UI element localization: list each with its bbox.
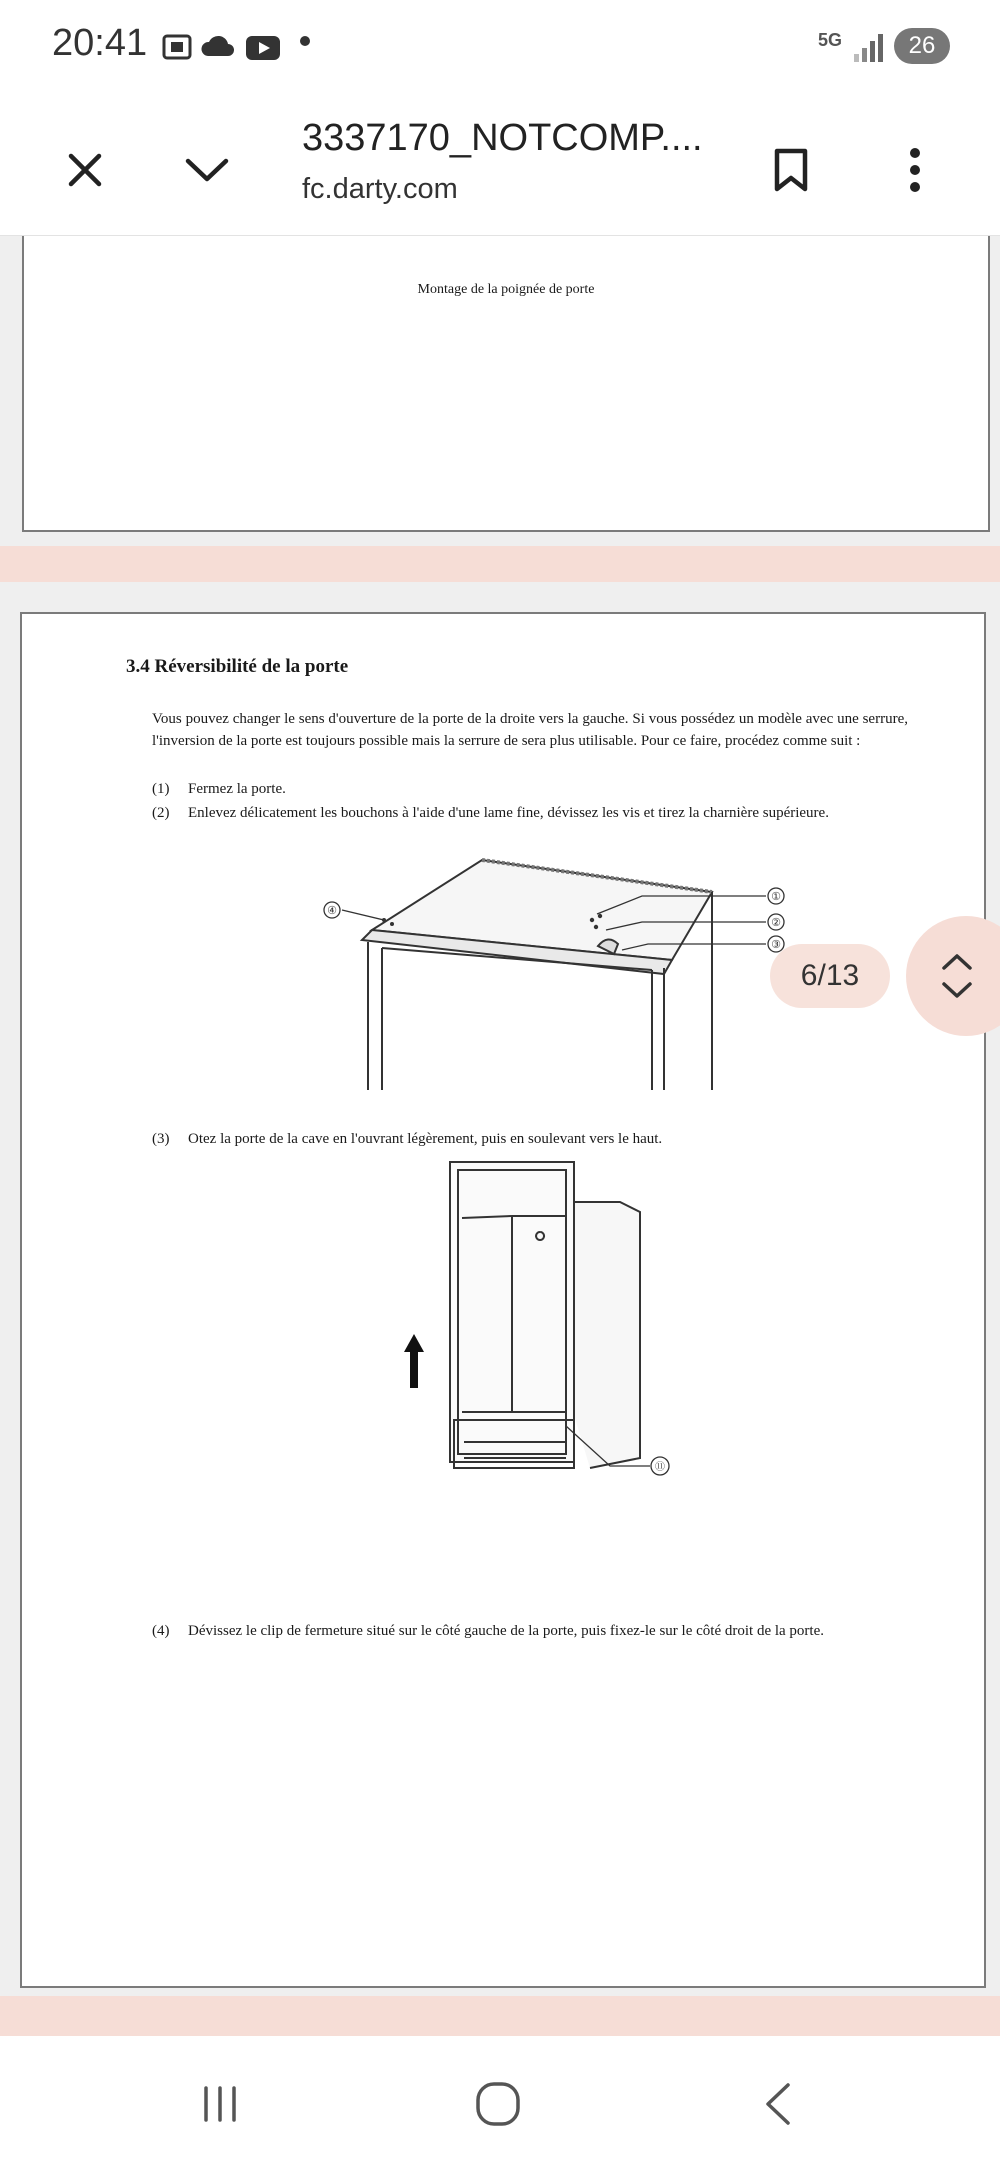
status-time: 20:41	[52, 22, 148, 64]
browser-toolbar	[0, 95, 1000, 236]
step-text: Dévissez le clip de fermeture situé sur le côté gauche de la porte, puis fixez-le sur le côté droit de la porte.	[188, 1623, 824, 1639]
status-bar	[0, 0, 1000, 95]
figure-top-hinge	[292, 850, 812, 1100]
bookmark-icon	[771, 147, 811, 193]
figure-label: ②	[771, 917, 781, 929]
figure-door-removal	[390, 1158, 730, 1508]
intro-paragraph: Vous pouvez changer le sens d'ouverture de la porte de la droite vers la gauche. Si vous possédez un modèle avec une serrure, l'inversion de la porte est toujours possible mais la serrure de sera plus utilisable. Pour ce faire, procédez comme suit :	[152, 711, 908, 749]
step-number: (3)	[152, 1131, 170, 1147]
bookmark-button[interactable]	[756, 135, 826, 205]
step-text: Enlevez délicatement les bouchons à l'aide d'une lame fine, dévissez les vis et tirez la charnière supérieure.	[188, 805, 829, 821]
chevron-up-down-icon	[940, 952, 974, 1000]
pdf-viewer[interactable]	[0, 236, 1000, 2036]
chevron-down-icon	[184, 155, 230, 185]
pdf-page-current	[20, 612, 986, 1988]
more-vert-icon	[908, 147, 922, 193]
page-title[interactable]: 3337170_NOTCOMP....	[302, 117, 703, 159]
page-separator	[0, 546, 1000, 582]
more-options-button[interactable]	[880, 135, 950, 205]
youtube-icon	[244, 30, 282, 69]
home-icon	[473, 2079, 523, 2129]
figure-label: ⑪	[655, 1462, 665, 1473]
page-url[interactable]: fc.darty.com	[302, 173, 458, 205]
recent-apps-button[interactable]	[180, 2064, 260, 2144]
close-button[interactable]	[50, 135, 120, 205]
back-button[interactable]	[738, 2064, 818, 2144]
battery-badge: 26	[894, 28, 950, 64]
step-text: Fermez la porte.	[188, 781, 286, 797]
figure-label: ①	[771, 891, 781, 903]
screenshot-icon	[160, 30, 194, 69]
home-button[interactable]	[458, 2064, 538, 2144]
system-nav-bar	[0, 2040, 1000, 2165]
step-item	[152, 1620, 908, 1664]
arrow-up-icon	[404, 1334, 424, 1388]
recent-apps-icon	[198, 2082, 242, 2126]
figure-label: ③	[771, 939, 781, 951]
step-item	[152, 778, 908, 800]
expand-button[interactable]	[172, 135, 242, 205]
network-type: 5G	[818, 30, 843, 50]
page-indicator: 6/13	[770, 944, 890, 1008]
step-item	[152, 802, 908, 846]
figure-label: ④	[327, 905, 337, 917]
step-item	[152, 1128, 908, 1150]
cloud-icon	[200, 30, 236, 69]
back-icon	[758, 2079, 798, 2129]
signal-icon	[852, 30, 888, 69]
notification-dot	[300, 36, 310, 46]
step-number: (4)	[152, 1623, 170, 1639]
step-text: Otez la porte de la cave en l'ouvrant légèrement, puis en soulevant vers le haut.	[188, 1131, 663, 1147]
close-icon	[65, 150, 105, 190]
step-number: (1)	[152, 781, 170, 797]
step-number: (2)	[152, 805, 170, 821]
figure-caption: Montage de la poignée de porte	[417, 282, 595, 297]
page-separator	[0, 1996, 1000, 2036]
section-heading: 3.4 Réversibilité de la porte	[126, 656, 349, 677]
pdf-page-previous	[22, 236, 990, 532]
